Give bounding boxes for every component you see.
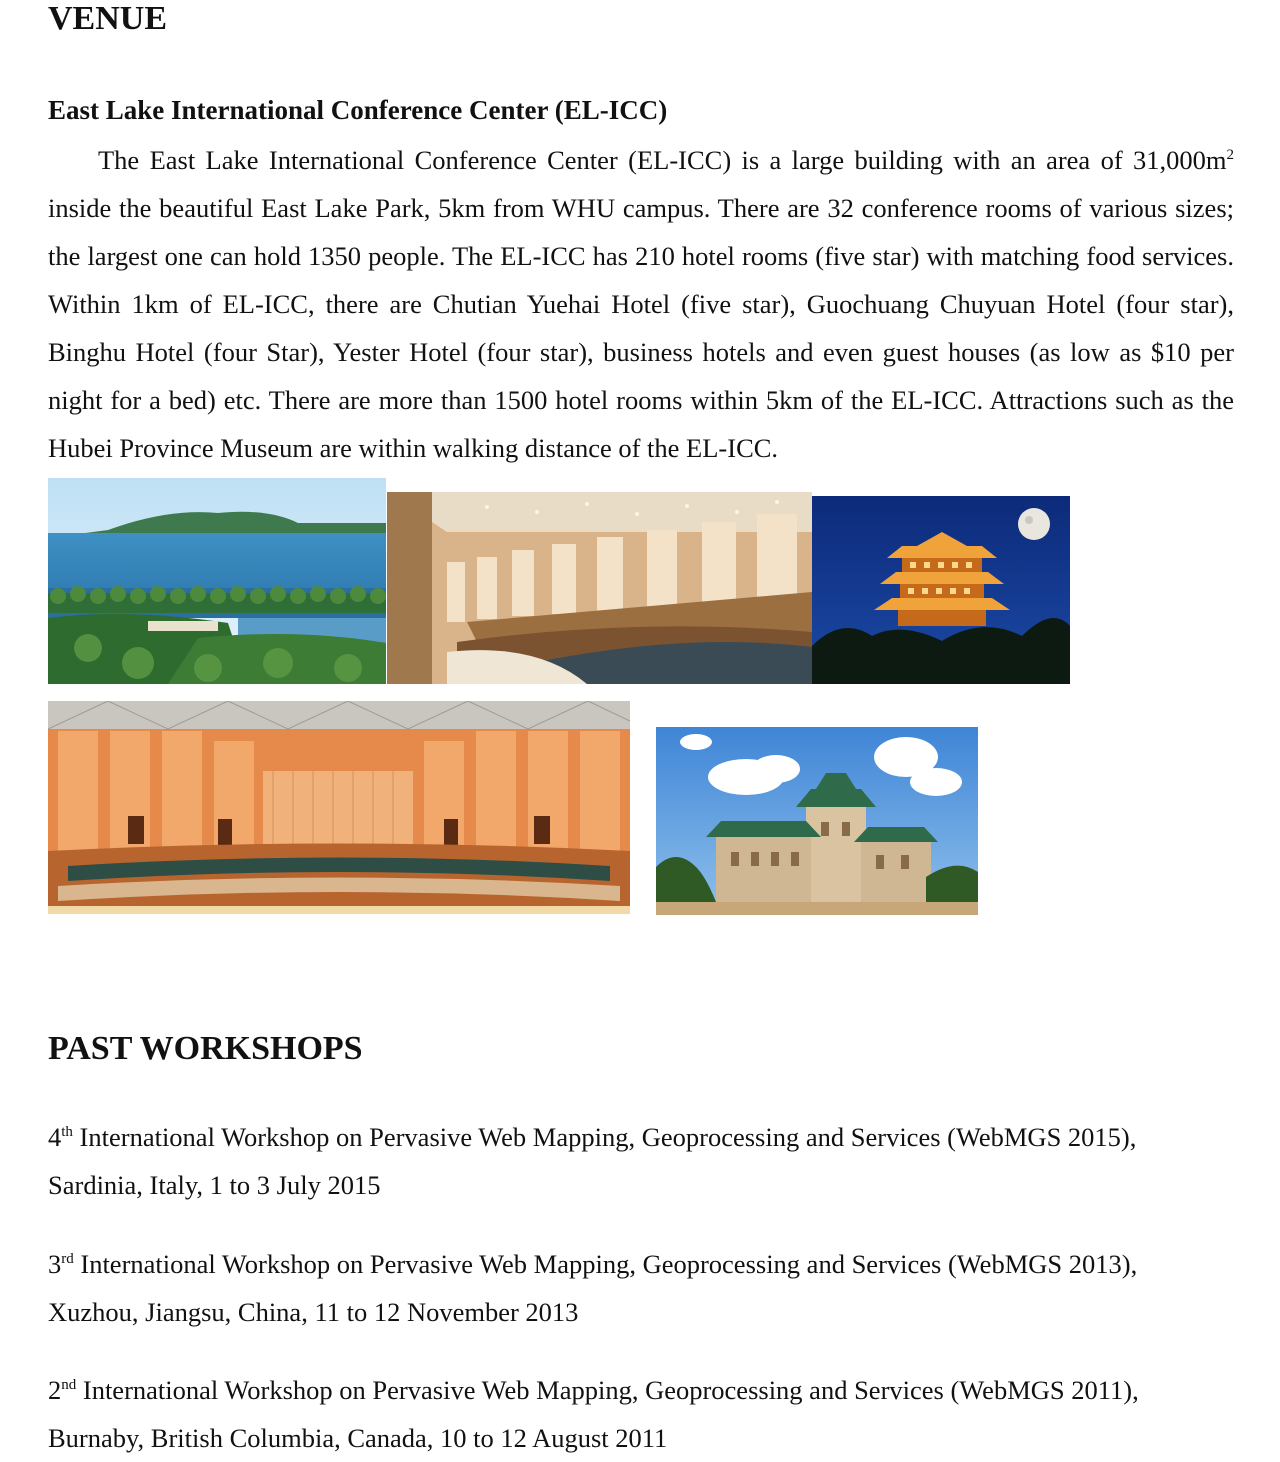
workshop-ordinal: 3 — [48, 1249, 62, 1279]
workshop-location-date: Xuzhou, Jiangsu, China, 11 to 12 November 2013 — [48, 1297, 579, 1327]
workshop-entry — [48, 1240, 1234, 1336]
workshop-ordinal-suffix: th — [61, 1124, 73, 1141]
workshop-title: International Workshop on Pervasive Web Mapping, Geoprocessing and Services (WebMGS 2015), — [72, 1122, 1137, 1152]
workshop-title-line — [48, 1240, 1234, 1288]
yellow-crane-tower-photo — [812, 496, 1070, 684]
workshop-ordinal: 4 — [48, 1122, 62, 1152]
workshop-ordinal-suffix: rd — [61, 1251, 74, 1268]
workshop-location-date: Burnaby, British Columbia, Canada, 10 to 12 August 2011 — [48, 1423, 668, 1453]
auditorium-photo — [387, 492, 812, 684]
east-lake-photo — [48, 478, 386, 684]
workshop-title: International Workshop on Pervasive Web Mapping, Geoprocessing and Services (WebMGS 2011), — [76, 1375, 1139, 1405]
wuhan-university-photo — [656, 727, 978, 915]
workshop-location-date: Sardinia, Italy, 1 to 3 July 2015 — [48, 1170, 381, 1200]
venue-description — [48, 136, 1234, 472]
past-workshops-heading: PAST WORKSHOPS — [48, 1030, 363, 1067]
venue-description-part2: inside the beautiful East Lake Park, 5km from WHU campus. There are 32 conference rooms of various sizes; the largest one can hold 1350 people. The EL-ICC has 210 hotel rooms (five star) with matching food services. Within 1km of EL-ICC, there are Chutian Yuehai Hotel (five star), Guochuang Chuyuan Hotel (four star), Binghu Hotel (four Star), Yester Hotel (four star), business hotels and even guest houses (as low as $10 per night for a bed) etc. There are more than 1500 hotel rooms within 5km of the EL-ICC. Attractions such as the Hubei Province Museum are within walking distance of the EL-ICC. — [48, 193, 1234, 463]
workshop-entry — [48, 1366, 1234, 1462]
workshop-title-line — [48, 1366, 1234, 1414]
workshop-ordinal: 2 — [48, 1375, 62, 1405]
venue-subheading: East Lake International Conference Center (EL-ICC) — [48, 95, 668, 125]
venue-heading: VENUE — [48, 0, 168, 37]
venue-description-part1: The East Lake International Conference Center (EL-ICC) is a large building with an area of 31,000m — [98, 145, 1227, 175]
venue-description-superscript: 2 — [1226, 147, 1234, 164]
workshop-entry — [48, 1113, 1234, 1209]
workshop-ordinal-suffix: nd — [61, 1377, 77, 1394]
workshop-title: International Workshop on Pervasive Web Mapping, Geoprocessing and Services (WebMGS 2013), — [73, 1249, 1138, 1279]
workshop-title-line — [48, 1113, 1234, 1161]
conference-hall-photo — [48, 701, 630, 914]
